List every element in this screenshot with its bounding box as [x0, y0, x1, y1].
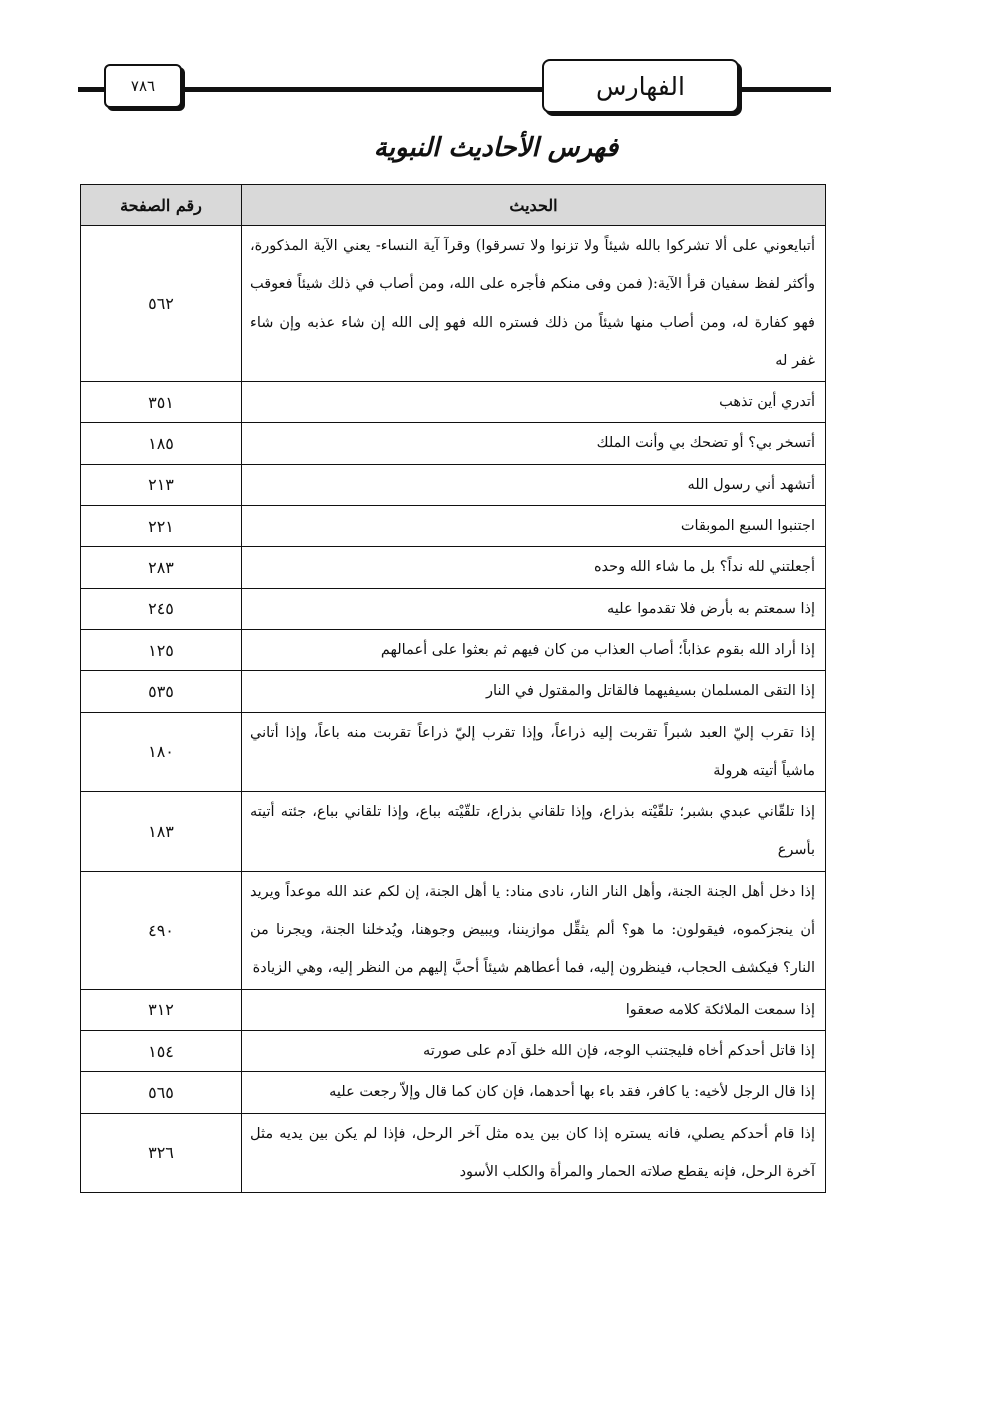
hadith-text: أتبايعوني على ألا تشركوا بالله شيئاً ولا تزنوا ولا تسرقوا) وقرآ آية النساء- يعني الآية المذكورة، وأكثر لفظ سفيان قرأ الآية:( فمن وفى منكم فأجره على الله، ومن أصاب في ذلك شيئاً فعوقب فهو كفارة له، ومن أصاب منها شيئاً من ذلك فستره الله فهو إلى الله إن شاء عذبه وإن شاء غفر له — [242, 226, 826, 382]
hadith-text: إذا التقى المسلمان بسيفيهما فالقاتل والمقتول في النار — [242, 671, 826, 712]
table-row — [81, 1113, 826, 1193]
page-number-cell: ٢٢١ — [81, 506, 242, 547]
page-number-cell: ٤٩٠ — [81, 871, 242, 989]
table-row — [81, 423, 826, 464]
table-row — [81, 989, 826, 1030]
page-number-cell: ١٨٠ — [81, 712, 242, 792]
table-row — [81, 547, 826, 588]
page-number-cell: ١٢٥ — [81, 629, 242, 670]
hadith-text: أتسخر بي؟ أو تضحك بي وأنت الملك — [242, 423, 826, 464]
hadith-text: إذا أراد الله بقوم عذاباً؛ أصاب العذاب من كان فيهم ثم بعثوا على أعمالهم — [242, 629, 826, 670]
table-row — [81, 464, 826, 505]
column-header-hadith: الحديث — [242, 185, 826, 226]
section-title-box — [542, 59, 739, 113]
table-row — [81, 712, 826, 792]
page-number-cell: ٥٦٥ — [81, 1072, 242, 1113]
table-row — [81, 1030, 826, 1071]
page-number-box — [104, 64, 182, 108]
hadith-text: إذا سمعت الملائكة كلامه صعقوا — [242, 989, 826, 1030]
column-header-page: رقم الصفحة — [81, 185, 242, 226]
page-number: ٧٨٦ — [130, 77, 156, 95]
table-body — [81, 226, 826, 1193]
page-number-cell: ٣٥١ — [81, 382, 242, 423]
page-number-cell: ٢٨٣ — [81, 547, 242, 588]
page-number-cell: ٣٢٦ — [81, 1113, 242, 1193]
table-row — [81, 671, 826, 712]
hadith-text: أجعلتني لله نداً؟ بل ما شاء الله وحده — [242, 547, 826, 588]
table-row — [81, 871, 826, 989]
table-row — [81, 1072, 826, 1113]
page-number-cell: ٥٦٢ — [81, 226, 242, 382]
hadith-text: إذا قال الرجل لأخيه: يا كافر، فقد باء بها أحدهما، فإن كان كما قال وإلاّ رجعت عليه — [242, 1072, 826, 1113]
page-number-cell: ١٥٤ — [81, 1030, 242, 1071]
hadith-text: إذا قام أحدكم يصلي، فانه يستره إذا كان بين يده مثل آخر الرحل، فإذا لم يكن بين يديه مثل آخرة الرحل، فإنه يقطع صلاته الحمار والمرأة والكلب الأسود — [242, 1113, 826, 1193]
page-number-cell: ٢١٣ — [81, 464, 242, 505]
page-number-cell: ٣١٢ — [81, 989, 242, 1030]
table-row — [81, 629, 826, 670]
table-row — [81, 588, 826, 629]
page-number-cell: ٥٣٥ — [81, 671, 242, 712]
hadith-text: أتدري أين تذهب — [242, 382, 826, 423]
page-number-cell: ١٨٥ — [81, 423, 242, 464]
hadith-text: اجتنبوا السبع الموبقات — [242, 506, 826, 547]
hadith-text: أتشهد أني رسول الله — [242, 464, 826, 505]
hadith-text: إذا تقرب إليّ العبد شبراً تقربت إليه ذراعاً، وإذا تقرب إليّ ذراعاً تقربت منه باعاً، وإذا أتاني ماشياً أتيته هرولة — [242, 712, 826, 792]
page-number-cell: ٢٤٥ — [81, 588, 242, 629]
index-title: فهرس الأحاديث النبوية — [373, 133, 619, 163]
hadith-text: إذا قاتل أحدكم أخاه فليجتنب الوجه، فإن الله خلق آدم على صورته — [242, 1030, 826, 1071]
table-row — [81, 506, 826, 547]
table-header-row — [81, 185, 826, 226]
hadith-text: إذا سمعتم به بأرض فلا تقدموا عليه — [242, 588, 826, 629]
table-row — [81, 792, 826, 872]
section-title: الفهارس — [596, 71, 685, 101]
table-row — [81, 382, 826, 423]
page-number-cell: ١٨٣ — [81, 792, 242, 872]
table-row — [81, 226, 826, 382]
hadith-text: إذا تلقّاني عبدي بشبر؛ تلقّيْته بذراع، وإذا تلقاني بذراع، تلقّيْته بباع، وإذا تلقاني بباع، جئته أتيته بأسرع — [242, 792, 826, 872]
hadith-text: إذا دخل أهل الجنة الجنة، وأهل النار النار، نادى مناد: يا أهل الجنة، إن لكم عند الله موعداً ويريد أن ينجزكموه، فيقولون: ما هو؟ ألم يثقِّل موازيننا، ويبيض وجوهنا، ويُدخلنا الجنة، ويجرنا من النار؟ فيكشف الحجاب، فينظرون إليه، فما أعطاهم شيئاً أحبَّ إليهم من النظر إليه، وهي الزيادة — [242, 871, 826, 989]
hadith-index-table — [80, 184, 826, 1193]
